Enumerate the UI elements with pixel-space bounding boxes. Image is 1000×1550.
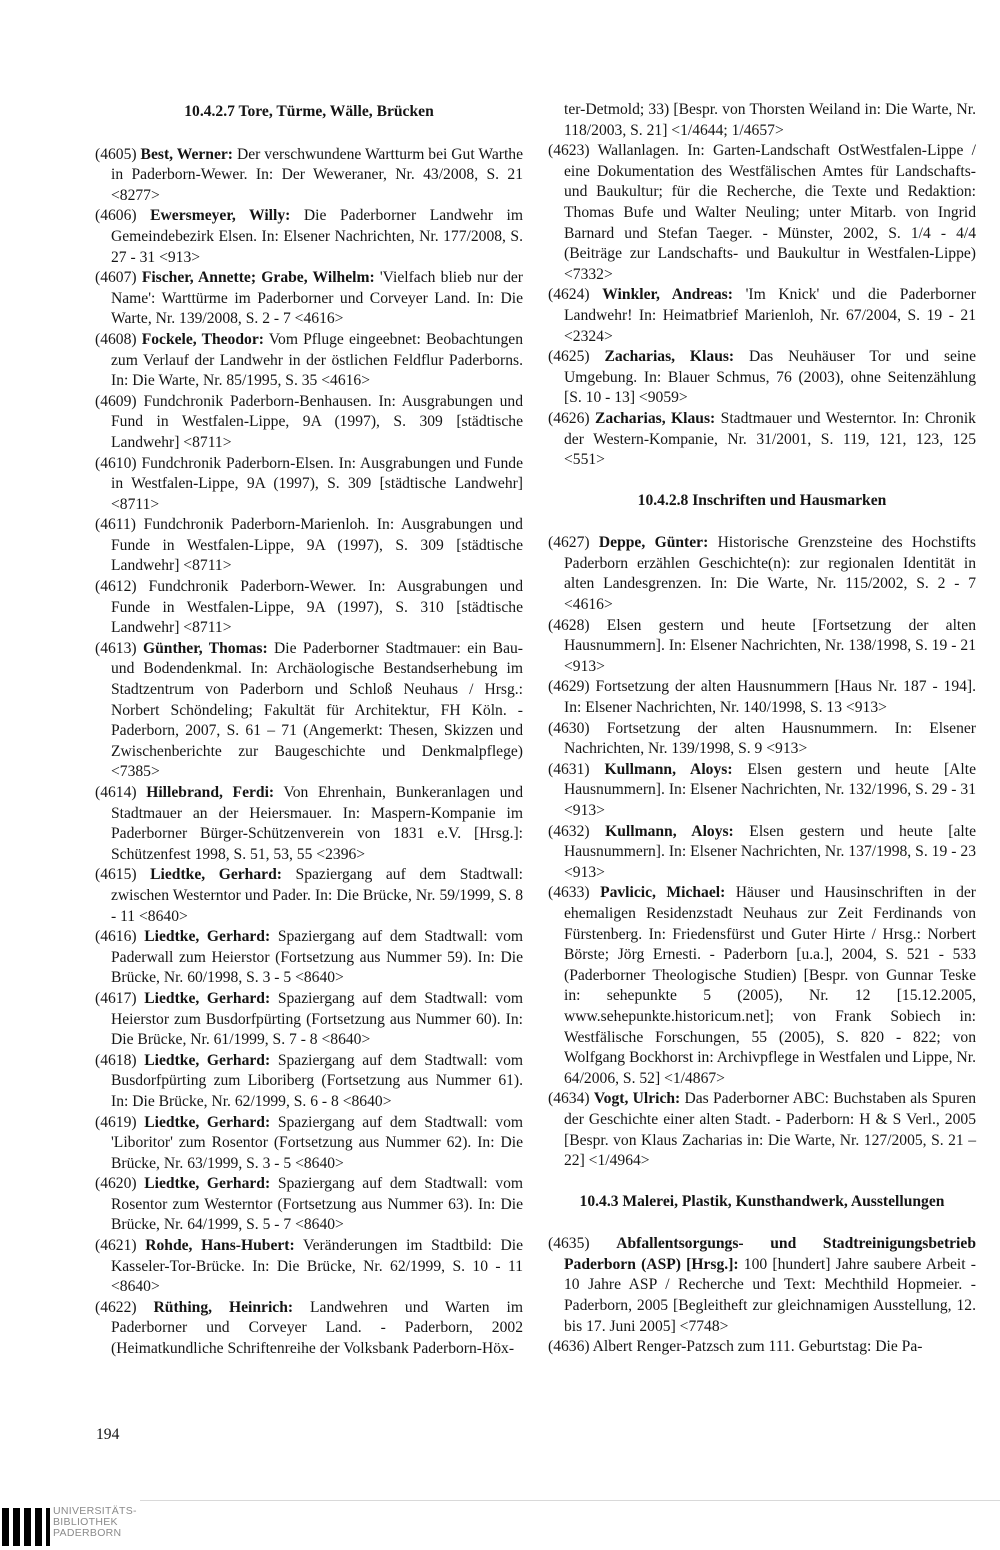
bibliography-entry xyxy=(95,639,523,783)
entry-number: (4620) xyxy=(95,1175,145,1193)
bibliography-entry xyxy=(95,1051,523,1113)
entry-author: Liedtke, Gerhard: xyxy=(144,1113,271,1131)
entry-author: Rohde, Hans-Hubert: xyxy=(145,1237,295,1255)
entry-text: Elsen gestern und heute [Fortsetzung der alten Hausnummern]. In: Elsener Nachrichten, Nr. 138/1998, S. 19 - 21 <913> xyxy=(564,616,976,675)
entry-text: Historische Grenzsteine des Hochstifts Paderborn erzählen Geschichte(n): zur regionalen Identität in alten Landesgrenzen. In: Die Warte, Nr. 115/2002, S. 2 - 7 <4616> xyxy=(564,534,976,614)
entry-number: (4635) xyxy=(548,1235,617,1253)
entry-number: (4613) xyxy=(95,639,143,657)
entry-number: (4617) xyxy=(95,989,145,1007)
entry-author: Liedtke, Gerhard: xyxy=(144,928,271,946)
entry-text: Spaziergang auf dem Stadtwall: vom Rosentor zum Westerntor (Fortsetzung aus Nummer 63). In: Die Brücke, Nr. 64/1999, S. 5 - 7 <8640> xyxy=(111,1175,523,1234)
entry-text: 100 [hundert] Jahre saubere Arbeit - 10 Jahre ASP / Recherche und Text: Mechthild Hopmeier. - Paderborn, 2005 [Begleitheft zur gleichnamigen Ausstellung, 12. bis 17. Juni 2005] <7748> xyxy=(564,1255,976,1335)
entry-number: (4610) xyxy=(95,454,142,472)
entry-author: Kullmann, Aloys: xyxy=(604,760,733,778)
entry-author: Liedtke, Gerhard: xyxy=(144,1175,271,1193)
entry-text: Elsen gestern und heute [alte Hausnummern]. In: Elsener Nachrichten, Nr. 137/1998, S. 19 - 23 <913> xyxy=(564,822,977,881)
bibliography-entry xyxy=(95,515,523,577)
logo-line-1: UNIVERSITÄTS- xyxy=(53,1505,137,1517)
entry-text: 'Vielfach blieb nur der Name': Warttürme im Paderborner und Corveyer Land. In: Die Warte, Nr. 139/2008, S. 2 - 7 <4616> xyxy=(111,269,523,328)
entry-number: (4618) xyxy=(95,1051,145,1069)
entry-author: Liedtke, Gerhard: xyxy=(144,1051,271,1069)
bibliography-entry xyxy=(95,145,523,207)
bibliography-entry xyxy=(95,268,523,330)
entry-text: Fortsetzung der alten Hausnummern. In: Elsener Nachrichten, Nr. 139/1998, S. 9 <913> xyxy=(564,719,976,758)
bibliography-entry xyxy=(95,392,523,454)
entry-number: (4636) xyxy=(548,1338,593,1356)
left-column xyxy=(95,100,523,1360)
bibliography-entry xyxy=(548,616,976,678)
entry-number: (4622) xyxy=(95,1298,154,1316)
entry-text: Die Paderborner Stadtmauer: ein Bau- und Bodendenkmal. In: Archäologische Bestandserhebung im Stadtzentrum von Paderborn und Schloß Neuhaus / Hrsg.: Norbert Schöndeling; Fakultät für Architektur, FH Köln. - Paderborn, 2007, S. 61 – 71 (Angemerkt: Thesen, Skizzen und Zwischenberichte zur Baugeschichte und Denkmalpflege) <7385> xyxy=(111,639,523,781)
page-number: 194 xyxy=(96,1426,120,1443)
entry-text: Vom Pfluge eingeebnet: Beobachtungen zum Verlauf der Landwehr in der östlichen Feldflur Paderborns. In: Die Warte, Nr. 85/1995, S. 35 <4616> xyxy=(111,330,523,390)
bibliography-entry xyxy=(548,347,976,409)
entry-number: (4614) xyxy=(95,784,147,801)
entry-number: (4632) xyxy=(548,822,606,840)
entry-text: Die Paderborner Landwehr im Gemeindebezirk Elsen. In: Elsener Nachrichten, Nr. 177/2008, S. 27 - 31 <913> xyxy=(111,207,523,266)
entry-text: Fundchronik Paderborn-Marienloh. In: Ausgrabungen und Funde in Westfalen-Lippe, 9A (1997), S. 309 [städtische Landwehr] <8711> xyxy=(111,516,523,575)
entry-number: (4633) xyxy=(548,884,601,902)
entry-author: Best, Werner: xyxy=(140,145,233,163)
section-heading-tore-tuerme: 10.4.2.7 Tore, Türme, Wälle, Brücken xyxy=(184,103,434,120)
right-entry-list-b xyxy=(548,533,976,1171)
entry-author: Rüthing, Heinrich: xyxy=(153,1298,294,1316)
right-column xyxy=(548,100,976,1358)
right-entry-list-c xyxy=(548,1234,976,1358)
left-entry-list xyxy=(95,145,523,1360)
entry-number: (4619) xyxy=(95,1113,145,1131)
right-entry-list-a xyxy=(548,141,976,471)
entry-text: Fortsetzung der alten Hausnummern [Haus Nr. 187 - 194]. In: Elsener Nachrichten, Nr. 140/1998, S. 13 <913> xyxy=(564,678,976,717)
entry-number: (4630) xyxy=(548,719,607,737)
entry-author: Pavlicic, Michael: xyxy=(600,884,726,902)
entry-text: Elsen gestern und heute [Alte Hausnummern]. In: Elsener Nachrichten, Nr. 132/1996, S. 29 - 31 <913> xyxy=(564,760,976,819)
bibliography-entry xyxy=(95,454,523,516)
bibliography-entry xyxy=(548,760,976,822)
entry-author: Deppe, Günter: xyxy=(598,534,709,552)
entry-text: Spaziergang auf dem Stadtwall: vom Busdorfpürting zum Liboriberg (Fortsetzung aus Nummer 61). In: Die Brücke, Nr. 62/1999, S. 6 - 8 <8640> xyxy=(111,1051,523,1110)
entry-text: Spaziergang auf dem Stadtwall: vom Paderwall zum Heierstor (Fortsetzung aus Nummer 59). In: Die Brücke, Nr. 60/1998, S. 3 - 5 <8640> xyxy=(111,928,523,987)
entry-author: Kullmann, Aloys: xyxy=(605,822,734,840)
entry-number: (4625) xyxy=(548,348,605,366)
bibliography-entry xyxy=(95,783,523,865)
entry-text: Fundchronik Paderborn-Elsen. In: Ausgrabungen und Funde in Westfalen-Lippe, 9A (1997), S. 309 [städtische Landwehr] <8711> xyxy=(111,454,523,513)
bibliography-entry xyxy=(548,1234,976,1337)
entry-number: (4616) xyxy=(95,928,145,946)
entry-author: Vogt, Ulrich: xyxy=(593,1090,681,1108)
entry-text: Stadtmauer und Westerntor. In: Chronik der Western-Kompanie, Nr. 31/2001, S. 119, 121, 123, 125 <551> xyxy=(564,409,976,469)
entry-number: (4609) xyxy=(95,392,144,410)
bibliography-entry xyxy=(95,577,523,639)
entry-text: Spaziergang auf dem Stadtwall: zwischen Westerntor und Pader. In: Die Brücke, Nr. 59/1999, S. 8 - 11 <8640> xyxy=(111,866,523,925)
entry-number: (4628) xyxy=(548,616,607,634)
entry-text: Häuser und Hausinschriften in der ehemaligen Residenzstadt Neuhaus zur Zeit Ferdinands von Fürstenberg. In: Friedensfürst und Guter Hirte / Hrsg.: Norbert Börste; Jörg Ernesti. - Paderborn [u.a.], 2004, S. 521 - 533 (Paderborner Theologische Studien) [Bespr. von Gunnar Teske in: sehepunkte 5 (2005), Nr. 12 [15.12.2005, www.sehepunkte.historicum.net]; von Frank Sobiech in: Westfälische Forschungen, 55 (2005), S. 820 - 822; von Wolfgang Bockhorst in: Archivpflege in Westfalen und Lippe, Nr. 64/2006, S. 52] <1/4867> xyxy=(564,884,976,1087)
bibliography-entry xyxy=(95,1113,523,1175)
entry-author: Zacharias, Klaus: xyxy=(595,409,716,427)
section-heading-inschriften: 10.4.2.8 Inschriften und Hausmarken xyxy=(637,491,887,509)
footer-divider xyxy=(140,1500,1000,1501)
bibliography-entry xyxy=(548,883,976,1089)
bibliography-entry xyxy=(548,409,976,471)
entry-text: Das Paderborner ABC: Buchstaben als Spuren der Geschichte einer alten Stadt. - Paderborn: H & S Verl., 2005 [Bespr. von Klaus Zacharias in: Die Warte, Nr. 127/2005, S. 21 – 22] <1/4964> xyxy=(564,1090,976,1170)
entry-text: Wallanlagen. In: Garten-Landschaft OstWestfalen-Lippe / eine Dokumentation des Westfälischen Amtes für Landschafts- und Baukultur; für die Recherche, die Texte und Redaktion: Thomas Bufe und Walter Neuling; unter Mitarb. von Ingrid Barnard und Stefan Taeger. - Münster, 2002, S. 1/4 - 4/4 (Beiträge zur Landschafts- und Baukultur in Westfalen-Lippe) <7332> xyxy=(564,142,976,283)
entry-number: (4629) xyxy=(548,678,596,696)
entry-number: (4611) xyxy=(95,516,144,534)
entry-number: (4605) xyxy=(95,145,141,163)
bibliography-entry xyxy=(95,1236,523,1298)
entry-author: Ewersmeyer, Willy: xyxy=(150,207,291,225)
bibliography-entry xyxy=(95,330,523,392)
entry-text: Das Neuhäuser Tor und seine Umgebung. In: Blauer Schmus, 76 (2003), ohne Seitenzählung [S. 10 - 13] <9059> xyxy=(564,348,976,407)
library-logo xyxy=(0,1502,137,1550)
entry-number: (4608) xyxy=(95,330,142,348)
section-heading-malerei: 10.4.3 Malerei, Plastik, Kunsthandwerk, Ausstellungen xyxy=(579,1192,945,1210)
entry-author: Winkler, Andreas: xyxy=(602,286,733,304)
entry-number: (4626) xyxy=(548,409,595,427)
entry-number: (4634) xyxy=(548,1090,594,1108)
bibliography-entry xyxy=(548,822,976,884)
entry-number: (4623) xyxy=(548,142,598,160)
bibliography-entry xyxy=(95,1174,523,1236)
entry-text: Spaziergang auf dem Stadtwall: vom 'Liboritor' zum Rosentor (Fortsetzung aus Nummer 62). In: Die Brücke, Nr. 63/1999, S. 3 - 5 <8640> xyxy=(111,1113,523,1172)
entry-author: Hillebrand, Ferdi: xyxy=(146,784,275,801)
entry-text: 'Im Knick' und die Paderborner Landwehr! In: Heimatbrief Marienloh, Nr. 67/2004, S. 19 - 21 <2324> xyxy=(564,286,976,345)
bibliography-entry xyxy=(95,989,523,1051)
bibliography-entry xyxy=(548,677,976,718)
entry-author: Fockele, Theodor: xyxy=(141,330,264,348)
entry-author: Fischer, Annette; Grabe, Wilhelm: xyxy=(141,269,375,287)
entry-author: Liedtke, Gerhard: xyxy=(150,866,282,884)
entry-number: (4624) xyxy=(548,286,603,304)
entry-author: Liedtke, Gerhard: xyxy=(144,989,271,1007)
entry-number: (4612) xyxy=(95,578,149,596)
bibliography-entry xyxy=(95,1298,523,1360)
entry-text: Der verschwundene Wartturm bei Gut Warthe in Paderborn-Wewer. In: Der Weweraner, Nr. 43/2008, S. 21 <8277> xyxy=(111,145,523,204)
entry-text: Veränderungen im Stadtbild: Die Kasseler-Tor-Brücke. In: Die Brücke, Nr. 62/1999, S. 10 - 11 <8640> xyxy=(111,1237,523,1296)
bibliography-entry xyxy=(95,927,523,989)
bibliography-entry xyxy=(548,1337,976,1358)
entry-author: Zacharias, Klaus: xyxy=(604,348,735,366)
entry-text: Von Ehrenhain, Bunkeranlagen und Stadtmauer an der Heiersmauer. In: Maspern-Kompanie im Paderborner Bürger-Schützenverein von 1831 e.V. [Hrsg.]: Schützenfest 1998, S. 51, 53, 55 <2396> xyxy=(111,784,523,863)
bibliography-entry xyxy=(95,206,523,268)
entry-text: Fundchronik Paderborn-Wewer. In: Ausgrabungen und Funde in Westfalen-Lippe, 9A (1997), S. 310 [städtische Landwehr] <8711> xyxy=(111,578,523,637)
entry-text: Spaziergang auf dem Stadtwall: vom Heierstor zum Busdorfpürting (Fortsetzung aus Nummer 60). In: Die Brücke, Nr. 61/1999, S. 7 - 8 <8640> xyxy=(111,989,523,1049)
logo-line-3: PADERBORN xyxy=(53,1527,122,1539)
entry-number: (4615) xyxy=(95,866,151,884)
bibliography-entry xyxy=(548,1089,976,1171)
entry-number: (4606) xyxy=(95,207,151,225)
entry-author: Abfallentsorgungs- und Stadtreinigungsbetrieb Paderborn (ASP) [Hrsg.]: xyxy=(564,1235,976,1273)
bibliography-entry xyxy=(548,719,976,760)
entry-number: (4631) xyxy=(548,760,605,778)
entry-number: (4607) xyxy=(95,269,142,287)
entry-text: Fundchronik Paderborn-Benhausen. In: Ausgrabungen und Fund in Westfalen-Lippe, 9A (1997), S. 309 [städtische Landwehr] <8711> xyxy=(111,392,523,451)
bibliography-entry xyxy=(95,865,523,927)
entry-author: Günther, Thomas: xyxy=(142,639,268,657)
entry-text: Landwehren und Warten im Paderborner und Corveyer Land. - Paderborn, 2002 (Heimatkundliche Schriftenreihe der Volksbank Paderborn-Höx- xyxy=(111,1298,523,1358)
continuation-text: ter-Detmold; 33) [Bespr. von Thorsten Weiland in: Die Warte, Nr. 118/2003, S. 21] <1/4644; 1/4657> xyxy=(564,101,976,139)
logo-line-2: BIBLIOTHEK xyxy=(53,1516,118,1528)
bibliography-entry xyxy=(548,285,976,347)
entry-number: (4621) xyxy=(95,1237,146,1255)
entry-number: (4627) xyxy=(548,534,599,552)
bibliography-entry xyxy=(548,533,976,615)
bibliography-entry xyxy=(548,141,976,285)
entry-text: Albert Renger-Patzsch zum 111. Geburtstag: Die Pa- xyxy=(592,1338,923,1356)
